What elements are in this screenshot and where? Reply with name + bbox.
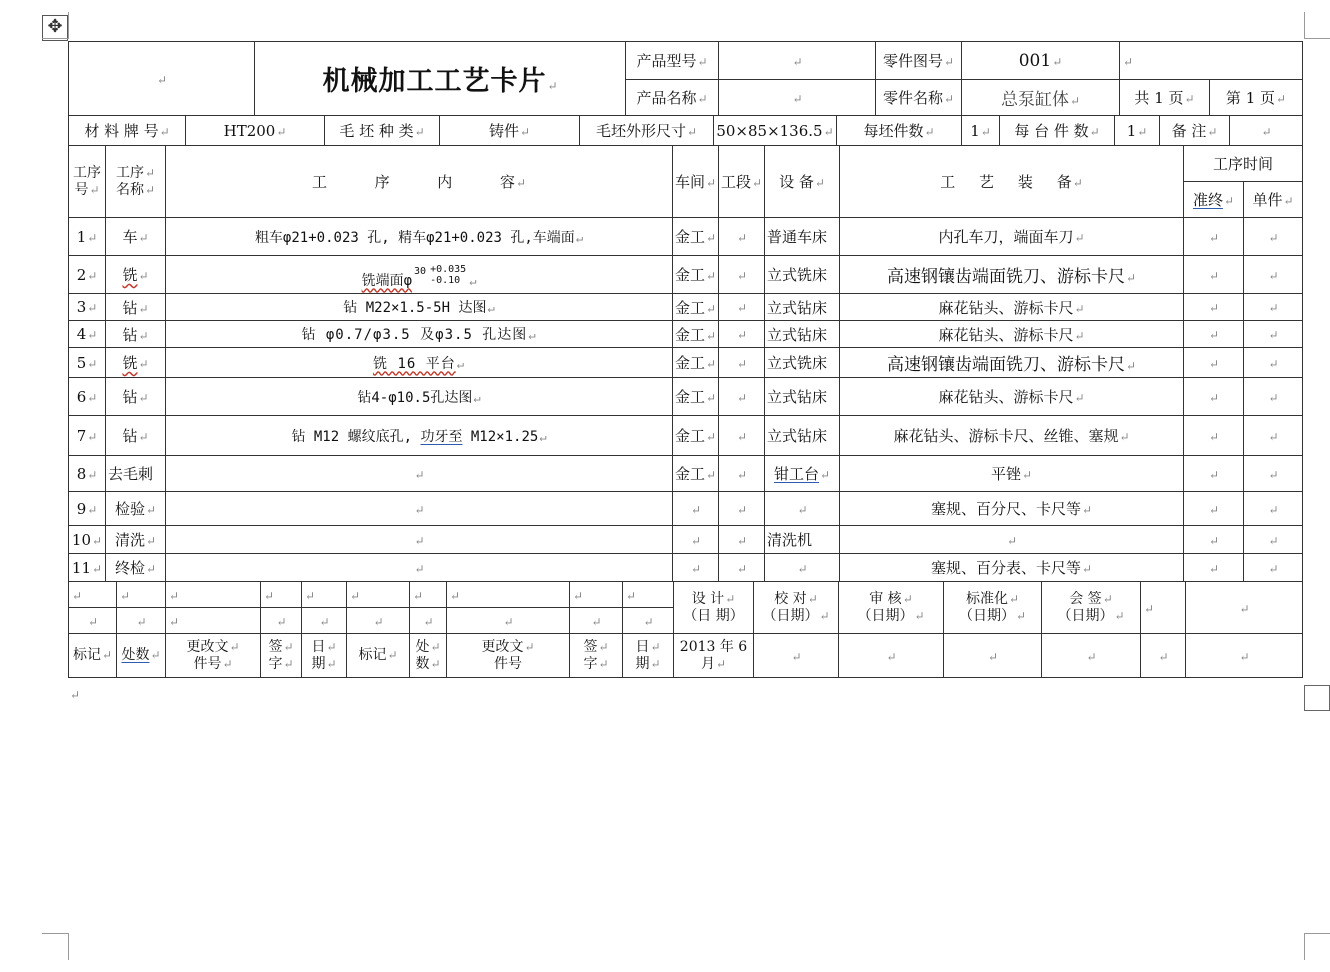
op-content[interactable]: 粗车φ21+0.023 孔, 精车φ21+0.023 孔,车端面↵ — [166, 218, 673, 256]
op-section[interactable]: ↵ — [719, 294, 765, 321]
mark-label: 标记↵ — [69, 634, 117, 678]
part-name-label: 零件名称↵ — [876, 80, 962, 116]
col-op-time: 工序时间 — [1184, 146, 1303, 182]
op-name: 钻↵ — [106, 416, 166, 456]
op-section[interactable]: ↵ — [719, 554, 765, 582]
op-unit-time[interactable]: ↵ — [1244, 492, 1303, 526]
crop-mark-top-right — [1304, 12, 1330, 39]
rev-cell[interactable]: ↵ — [570, 608, 623, 634]
sign-label: 签↵ 字↵ — [261, 634, 302, 678]
page-title: 机械加工工艺卡片↵ — [255, 42, 626, 116]
check-label: 校 对↵ （日期）↵ — [754, 582, 839, 634]
per-unit-value[interactable]: 1↵ — [1115, 116, 1160, 146]
table-row — [69, 492, 1303, 526]
op-no: 11↵ — [69, 554, 106, 582]
op-no: 5↵ — [69, 348, 106, 378]
standardization-label: 标准化↵ （日期）↵ — [944, 582, 1042, 634]
blank-date-value[interactable]: ↵ — [1141, 634, 1186, 678]
op-section[interactable]: ↵ — [719, 348, 765, 378]
rev-cell[interactable]: ↵ — [410, 582, 447, 608]
col-prep-time: 准终↵ — [1184, 182, 1244, 218]
blank-type-label: 毛 坯 种 类↵ — [325, 116, 440, 146]
remark-value[interactable]: ↵ — [1230, 116, 1303, 146]
op-tooling: 塞规、百分尺、卡尺等↵ — [840, 492, 1184, 526]
material-table — [68, 115, 1303, 146]
op-prep-time[interactable]: ↵ — [1184, 218, 1244, 256]
rev-cell[interactable]: ↵ — [347, 608, 410, 634]
count-label: 处数↵ — [117, 634, 166, 678]
countersign-label: 会 签↵ （日期）↵ — [1042, 582, 1141, 634]
crop-mark-bottom-left — [42, 933, 69, 960]
op-workshop: 金工↵ — [673, 294, 719, 321]
op-equipment: ↵ — [765, 492, 840, 526]
op-unit-time[interactable]: ↵ — [1244, 218, 1303, 256]
table-move-handle-icon[interactable]: ✥ — [42, 15, 68, 41]
review-label: 审 核↵ （日期）↵ — [839, 582, 944, 634]
op-workshop: 金工↵ — [673, 321, 719, 348]
op-prep-time[interactable]: ↵ — [1184, 526, 1244, 554]
col-tooling: 工 艺 装 备↵ — [840, 146, 1184, 218]
op-tooling: 高速钢镶齿端面铣刀、游标卡尺↵ — [840, 348, 1184, 378]
op-tooling: 麻花钻头、游标卡尺、丝锥、塞规↵ — [840, 416, 1184, 456]
material-value[interactable]: HT200↵ — [186, 116, 325, 146]
revision-table — [68, 581, 1303, 678]
header-table — [68, 41, 1303, 116]
op-equipment: 立式铣床 — [765, 256, 840, 294]
op-workshop: 金工↵ — [673, 456, 719, 492]
op-name: 钻↵ — [106, 294, 166, 321]
rev-cell[interactable]: ↵ — [623, 608, 674, 634]
op-equipment: ↵ — [765, 554, 840, 582]
product-model-value[interactable]: ↵ — [719, 42, 876, 80]
table-row — [69, 526, 1303, 554]
table-row — [69, 218, 1303, 256]
op-no: 7↵ — [69, 416, 106, 456]
part-drawing-no-value[interactable]: 001↵ — [962, 42, 1120, 80]
col-equipment: 设 备↵ — [765, 146, 840, 218]
op-section[interactable]: ↵ — [719, 456, 765, 492]
op-unit-time[interactable]: ↵ — [1244, 256, 1303, 294]
remark-label: 备 注↵ — [1160, 116, 1230, 146]
product-name-label: 产品名称↵ — [626, 80, 719, 116]
table-row — [69, 294, 1303, 321]
change-doc-label-2: 更改文↵ 件号 — [447, 634, 570, 678]
op-name: 检验↵ — [106, 492, 166, 526]
product-model-label: 产品型号↵ — [626, 42, 719, 80]
op-no: 4↵ — [69, 321, 106, 348]
col-section: 工段↵ — [719, 146, 765, 218]
blank-size-label: 毛坯外形尺寸↵ — [580, 116, 714, 146]
op-tooling: 平锉↵ — [840, 456, 1184, 492]
op-section[interactable]: ↵ — [719, 416, 765, 456]
col-content: 工 序 内 容↵ — [166, 146, 673, 218]
change-doc-label: 更改文↵ 件号↵ — [166, 634, 261, 678]
op-equipment: 立式铣床 — [765, 348, 840, 378]
table-row — [69, 321, 1303, 348]
standard-date-value[interactable]: ↵ — [944, 634, 1042, 678]
rev-cell[interactable]: ↵ — [623, 582, 674, 608]
rev-cell[interactable]: ↵ — [69, 608, 117, 634]
op-section[interactable]: ↵ — [719, 492, 765, 526]
op-section[interactable]: ↵ — [719, 526, 765, 554]
date-label-2: 日↵ 期↵ — [623, 634, 674, 678]
count-label-2: 处↵ 数↵ — [410, 634, 447, 678]
tolerance: 30 — [414, 266, 427, 277]
op-section[interactable]: ↵ — [719, 256, 765, 294]
paragraph-mark: ↵ — [70, 688, 81, 702]
op-no: 1↵ — [69, 218, 106, 256]
op-section[interactable]: ↵ — [719, 218, 765, 256]
part-drawing-no-label: 零件图号↵ — [876, 42, 962, 80]
op-workshop: ↵ — [673, 526, 719, 554]
crop-mark-bottom-right — [1304, 933, 1330, 960]
op-workshop: 金工↵ — [673, 256, 719, 294]
rev-cell[interactable]: ↵ — [570, 582, 623, 608]
col-workshop: 车间↵ — [673, 146, 719, 218]
rev-cell[interactable]: ↵ — [410, 608, 447, 634]
op-workshop: 金工↵ — [673, 218, 719, 256]
mark-label-2: 标记↵ — [347, 634, 410, 678]
op-name: 钻↵ — [106, 378, 166, 416]
rev-cell[interactable]: ↵ — [302, 608, 347, 634]
table-row — [69, 256, 1303, 294]
op-unit-time[interactable]: ↵ — [1244, 294, 1303, 321]
rev-cell[interactable]: ↵ — [166, 608, 261, 634]
op-equipment: 立式钻床 — [765, 294, 840, 321]
op-unit-time[interactable]: ↵ — [1244, 378, 1303, 416]
crop-mark-top-left — [42, 12, 69, 39]
header-blank-cell[interactable]: ↵ — [1120, 42, 1303, 80]
op-prep-time[interactable]: ↵ — [1184, 378, 1244, 416]
op-no: 6↵ — [69, 378, 106, 416]
table-row — [69, 378, 1303, 416]
op-content[interactable]: ↵ — [166, 526, 673, 554]
op-unit-time[interactable]: ↵ — [1244, 416, 1303, 456]
op-no: 3↵ — [69, 294, 106, 321]
table-row — [69, 348, 1303, 378]
blank-type-value[interactable]: 铸件↵ — [440, 116, 580, 146]
table-row — [69, 456, 1303, 492]
op-name: 终检↵ — [106, 554, 166, 582]
op-unit-time[interactable]: ↵ — [1244, 526, 1303, 554]
op-tooling: 高速钢镶齿端面铣刀、游标卡尺↵ — [840, 256, 1184, 294]
op-content[interactable]: ↵ — [166, 456, 673, 492]
op-equipment: 普通车床 — [765, 218, 840, 256]
per-unit-label: 每 台 件 数↵ — [1000, 116, 1115, 146]
op-content[interactable]: ↵ — [166, 554, 673, 582]
table-row — [69, 554, 1303, 582]
table-row — [69, 416, 1303, 456]
process-card — [68, 41, 1302, 678]
op-section[interactable]: ↵ — [719, 378, 765, 416]
op-name: 铣↵ — [106, 256, 166, 294]
op-prep-time[interactable]: ↵ — [1184, 554, 1244, 582]
rev-cell[interactable]: ↵ — [447, 582, 570, 608]
col-unit-time: 单件↵ — [1244, 182, 1303, 218]
op-name: 去毛刺 — [106, 456, 166, 492]
op-content[interactable]: 钻 φ0.7/φ3.5 及φ3.5 孔达图↵ — [166, 321, 673, 348]
op-no: 10↵ — [69, 526, 106, 554]
op-content[interactable]: 铣 16 平台↵ — [166, 348, 673, 378]
total-pages: 共 1 页↵ — [1120, 80, 1210, 116]
rev-cell[interactable]: ↵ — [261, 608, 302, 634]
op-no: 8↵ — [69, 456, 106, 492]
op-unit-time[interactable]: ↵ — [1244, 321, 1303, 348]
rev-cell[interactable]: ↵ — [117, 582, 166, 608]
op-equipment: 立式钻床 — [765, 416, 840, 456]
op-name: 清洗↵ — [106, 526, 166, 554]
op-equipment: 立式钻床 — [765, 321, 840, 348]
rev-cell[interactable]: ↵ — [302, 582, 347, 608]
op-workshop: ↵ — [673, 554, 719, 582]
table-resize-handle[interactable] — [1304, 685, 1330, 711]
op-tooling: ↵ — [840, 526, 1184, 554]
date-label: 日↵ 期↵ — [302, 634, 347, 678]
op-prep-time[interactable]: ↵ — [1184, 416, 1244, 456]
page-number: 第 1 页↵ — [1210, 80, 1303, 116]
op-tooling: 麻花钻头、游标卡尺↵ — [840, 321, 1184, 348]
op-workshop: ↵ — [673, 492, 719, 526]
col-op-name: 工序↵ 名称↵ — [106, 146, 166, 218]
sign-blank-wide[interactable]: ↵ — [1186, 582, 1303, 634]
op-content[interactable]: 钻 M12 螺纹底孔, 功牙至 M12×1.25↵ — [166, 416, 673, 456]
review-date-value[interactable]: ↵ — [839, 634, 944, 678]
per-blank-label: 每坯件数↵ — [837, 116, 962, 146]
op-content[interactable]: ↵ — [166, 492, 673, 526]
op-unit-time[interactable]: ↵ — [1244, 554, 1303, 582]
op-section[interactable]: ↵ — [719, 321, 765, 348]
design-date-value[interactable]: 2013 年 6 月↵ — [674, 634, 754, 678]
op-no: 9↵ — [69, 492, 106, 526]
blank-size-value[interactable]: 50×85×136.5↵ — [714, 116, 837, 146]
col-op-no: 工序 号↵ — [69, 146, 106, 218]
op-tooling: 麻花钻头、游标卡尺↵ — [840, 294, 1184, 321]
rev-cell[interactable]: ↵ — [117, 608, 166, 634]
op-unit-time[interactable]: ↵ — [1244, 348, 1303, 378]
rev-cell[interactable]: ↵ — [261, 582, 302, 608]
op-prep-time[interactable]: ↵ — [1184, 321, 1244, 348]
op-prep-time[interactable]: ↵ — [1184, 348, 1244, 378]
check-date-value[interactable]: ↵ — [754, 634, 839, 678]
sign-label-2: 签↵ 字↵ — [570, 634, 623, 678]
rev-cell[interactable]: ↵ — [447, 608, 570, 634]
operations-table — [68, 145, 1303, 582]
op-content[interactable]: 钻4-φ10.5孔达图↵ — [166, 378, 673, 416]
op-content[interactable]: 铣端面φ30 +0.035 -0.10 ↵ — [166, 256, 673, 294]
op-tooling: 麻花钻头、游标卡尺↵ — [840, 378, 1184, 416]
op-prep-time[interactable]: ↵ — [1184, 456, 1244, 492]
op-equipment: 立式钻床 — [765, 378, 840, 416]
op-workshop: 金工↵ — [673, 378, 719, 416]
op-workshop: 金工↵ — [673, 348, 719, 378]
design-label: 设 计↵ （日 期） — [674, 582, 754, 634]
part-name-value[interactable]: 总泵缸体↵ — [962, 80, 1120, 116]
rev-cell[interactable]: ↵ — [69, 582, 117, 608]
op-prep-time[interactable]: ↵ — [1184, 492, 1244, 526]
op-name: 钻↵ — [106, 321, 166, 348]
per-blank-value[interactable]: 1↵ — [962, 116, 1000, 146]
countersign-date-value[interactable]: ↵ — [1042, 634, 1141, 678]
rev-cell[interactable]: ↵ — [347, 582, 410, 608]
op-workshop: 金工↵ — [673, 416, 719, 456]
rev-cell[interactable]: ↵ — [166, 582, 261, 608]
product-name-value[interactable]: ↵ — [719, 80, 876, 116]
logo-cell[interactable]: ↵ — [69, 42, 255, 116]
op-equipment: 清洗机 — [765, 526, 840, 554]
op-prep-time[interactable]: ↵ — [1184, 256, 1244, 294]
op-content[interactable]: 钻 M22×1.5-5H 达图↵ — [166, 294, 673, 321]
op-tooling: 内孔车刀，端面车刀↵ — [840, 218, 1184, 256]
tolerance-limits: +0.035 -0.10 — [430, 263, 467, 286]
op-unit-time[interactable]: ↵ — [1244, 456, 1303, 492]
op-name: 车↵ — [106, 218, 166, 256]
op-no: 2↵ — [69, 256, 106, 294]
sign-blank[interactable]: ↵ — [1141, 582, 1186, 634]
op-equipment: 钳工台↵ — [765, 456, 840, 492]
material-label: 材 料 牌 号↵ — [69, 116, 186, 146]
blank-date-value-wide[interactable]: ↵ — [1186, 634, 1303, 678]
op-name: 铣↵ — [106, 348, 166, 378]
op-tooling: 塞规、百分表、卡尺等↵ — [840, 554, 1184, 582]
op-prep-time[interactable]: ↵ — [1184, 294, 1244, 321]
